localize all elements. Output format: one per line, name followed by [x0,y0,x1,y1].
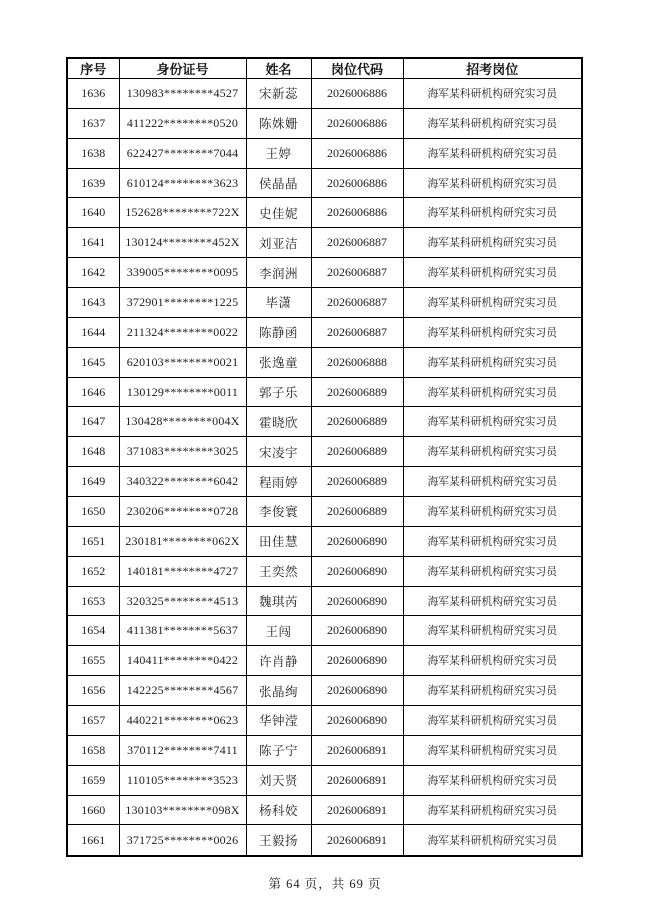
cell-name: 霍晓欣 [246,407,311,437]
cell-position-code: 2026006889 [311,377,403,407]
cell-position-code: 2026006891 [311,735,403,765]
cell-recruit-position: 海军某科研机构研究实习员 [403,526,582,556]
cell-seq: 1638 [67,138,119,168]
cell-recruit-position: 海军某科研机构研究实习员 [403,556,582,586]
cell-id-number: 372901********1225 [119,288,246,318]
cell-position-code: 2026006887 [311,317,403,347]
cell-recruit-position: 海军某科研机构研究实习员 [403,467,582,497]
cell-id-number: 371083********3025 [119,437,246,467]
cell-recruit-position: 海军某科研机构研究实习员 [403,497,582,527]
cell-seq: 1653 [67,586,119,616]
cell-name: 李俊寰 [246,497,311,527]
cell-position-code: 2026006889 [311,467,403,497]
cell-name: 侯晶晶 [246,168,311,198]
cell-position-code: 2026006886 [311,138,403,168]
cell-id-number: 339005********0095 [119,258,246,288]
cell-recruit-position: 海军某科研机构研究实习员 [403,795,582,825]
cell-seq: 1636 [67,79,119,109]
cell-recruit-position: 海军某科研机构研究实习员 [403,676,582,706]
cell-position-code: 2026006887 [311,258,403,288]
cell-seq: 1660 [67,795,119,825]
cell-id-number: 152628********722X [119,198,246,228]
cell-seq: 1648 [67,437,119,467]
cell-id-number: 440221********0623 [119,706,246,736]
cell-position-code: 2026006886 [311,108,403,138]
cell-id-number: 130129********0011 [119,377,246,407]
cell-position-code: 2026006890 [311,586,403,616]
cell-id-number: 130983********4527 [119,79,246,109]
cell-name: 华钟滢 [246,706,311,736]
cell-id-number: 140411********0422 [119,646,246,676]
cell-name: 张逸童 [246,347,311,377]
cell-recruit-position: 海军某科研机构研究实习员 [403,198,582,228]
cell-seq: 1643 [67,288,119,318]
table-row [67,198,582,228]
header-id-number: 身份证号 [119,58,246,79]
cell-recruit-position: 海军某科研机构研究实习员 [403,377,582,407]
table-row [67,258,582,288]
cell-seq: 1649 [67,467,119,497]
table-row [67,795,582,825]
cell-seq: 1651 [67,526,119,556]
cell-recruit-position: 海军某科研机构研究实习员 [403,586,582,616]
table-row [67,735,582,765]
cell-position-code: 2026006889 [311,407,403,437]
header-recruit-position: 招考岗位 [403,58,582,79]
cell-position-code: 2026006890 [311,706,403,736]
cell-name: 宋凌宇 [246,437,311,467]
cell-id-number: 340322********6042 [119,467,246,497]
table-row [67,79,582,109]
cell-name: 王毅扬 [246,825,311,856]
table-row [67,586,582,616]
cell-id-number: 411381********5637 [119,616,246,646]
cell-id-number: 370112********7411 [119,735,246,765]
cell-position-code: 2026006891 [311,795,403,825]
cell-position-code: 2026006890 [311,616,403,646]
table-row [67,377,582,407]
cell-name: 刘天贤 [246,765,311,795]
table-body [67,79,582,857]
cell-name: 魏琪芮 [246,586,311,616]
cell-id-number: 140181********4727 [119,556,246,586]
cell-seq: 1641 [67,228,119,258]
table-row [67,228,582,258]
cell-seq: 1642 [67,258,119,288]
cell-seq: 1652 [67,556,119,586]
cell-recruit-position: 海军某科研机构研究实习员 [403,79,582,109]
cell-id-number: 620103********0021 [119,347,246,377]
cell-name: 陈姝姗 [246,108,311,138]
cell-name: 王闯 [246,616,311,646]
cell-recruit-position: 海军某科研机构研究实习员 [403,825,582,856]
header-name: 姓名 [246,58,311,79]
cell-recruit-position: 海军某科研机构研究实习员 [403,407,582,437]
cell-name: 宋新蕊 [246,79,311,109]
table-row [67,347,582,377]
cell-position-code: 2026006887 [311,288,403,318]
cell-id-number: 610124********3623 [119,168,246,198]
cell-id-number: 230206********0728 [119,497,246,527]
cell-id-number: 320325********4513 [119,586,246,616]
table-row [67,646,582,676]
cell-id-number: 622427********7044 [119,138,246,168]
header-seq: 序号 [67,58,119,79]
cell-recruit-position: 海军某科研机构研究实习员 [403,765,582,795]
cell-recruit-position: 海军某科研机构研究实习员 [403,616,582,646]
cell-seq: 1655 [67,646,119,676]
cell-recruit-position: 海军某科研机构研究实习员 [403,168,582,198]
table-row [67,706,582,736]
cell-seq: 1661 [67,825,119,856]
header-row [67,58,582,79]
cell-name: 陈子宁 [246,735,311,765]
table-row [67,497,582,527]
cell-seq: 1639 [67,168,119,198]
cell-recruit-position: 海军某科研机构研究实习员 [403,228,582,258]
cell-name: 刘亚洁 [246,228,311,258]
cell-recruit-position: 海军某科研机构研究实习员 [403,108,582,138]
cell-name: 杨科姣 [246,795,311,825]
cell-recruit-position: 海军某科研机构研究实习员 [403,437,582,467]
table-row [67,825,582,856]
cell-id-number: 130124********452X [119,228,246,258]
cell-id-number: 411222********0520 [119,108,246,138]
cell-seq: 1659 [67,765,119,795]
cell-name: 张晶绚 [246,676,311,706]
cell-name: 王婷 [246,138,311,168]
cell-position-code: 2026006890 [311,526,403,556]
table-row [67,765,582,795]
cell-recruit-position: 海军某科研机构研究实习员 [403,138,582,168]
table-row [67,138,582,168]
table-row [67,317,582,347]
table-row [67,676,582,706]
table-row [67,616,582,646]
cell-seq: 1637 [67,108,119,138]
cell-name: 李润洲 [246,258,311,288]
cell-position-code: 2026006886 [311,198,403,228]
table-row [67,467,582,497]
cell-recruit-position: 海军某科研机构研究实习员 [403,646,582,676]
cell-seq: 1656 [67,676,119,706]
cell-id-number: 110105********3523 [119,765,246,795]
cell-recruit-position: 海军某科研机构研究实习员 [403,317,582,347]
cell-position-code: 2026006891 [311,765,403,795]
table-row [67,526,582,556]
cell-position-code: 2026006891 [311,825,403,856]
candidate-table [66,57,583,857]
cell-id-number: 130103********098X [119,795,246,825]
page-footer [0,874,650,892]
table-row [67,168,582,198]
table-row [67,108,582,138]
cell-seq: 1646 [67,377,119,407]
cell-position-code: 2026006886 [311,79,403,109]
header-position-code: 岗位代码 [311,58,403,79]
cell-id-number: 142225********4567 [119,676,246,706]
cell-name: 许肖静 [246,646,311,676]
cell-id-number: 371725********0026 [119,825,246,856]
cell-seq: 1654 [67,616,119,646]
cell-seq: 1650 [67,497,119,527]
cell-seq: 1645 [67,347,119,377]
cell-recruit-position: 海军某科研机构研究实习员 [403,288,582,318]
table-row [67,437,582,467]
cell-seq: 1658 [67,735,119,765]
candidate-table-container [66,57,581,857]
cell-seq: 1644 [67,317,119,347]
cell-recruit-position: 海军某科研机构研究实习员 [403,706,582,736]
cell-position-code: 2026006890 [311,676,403,706]
table-row [67,407,582,437]
cell-seq: 1647 [67,407,119,437]
cell-recruit-position: 海军某科研机构研究实习员 [403,347,582,377]
table-row [67,288,582,318]
cell-recruit-position: 海军某科研机构研究实习员 [403,258,582,288]
cell-seq: 1657 [67,706,119,736]
cell-id-number: 130428********004X [119,407,246,437]
cell-position-code: 2026006888 [311,347,403,377]
cell-name: 陈静函 [246,317,311,347]
cell-position-code: 2026006889 [311,497,403,527]
page-indicator: 第 64 页，共 69 页 [268,877,382,891]
cell-name: 郭子乐 [246,377,311,407]
cell-name: 王奕然 [246,556,311,586]
cell-position-code: 2026006890 [311,646,403,676]
cell-seq: 1640 [67,198,119,228]
cell-name: 史佳妮 [246,198,311,228]
cell-position-code: 2026006890 [311,556,403,586]
cell-position-code: 2026006889 [311,437,403,467]
cell-id-number: 211324********0022 [119,317,246,347]
cell-name: 田佳慧 [246,526,311,556]
cell-position-code: 2026006887 [311,228,403,258]
cell-id-number: 230181********062X [119,526,246,556]
cell-name: 毕潇 [246,288,311,318]
cell-name: 程雨婷 [246,467,311,497]
table-row [67,556,582,586]
cell-position-code: 2026006886 [311,168,403,198]
cell-recruit-position: 海军某科研机构研究实习员 [403,735,582,765]
